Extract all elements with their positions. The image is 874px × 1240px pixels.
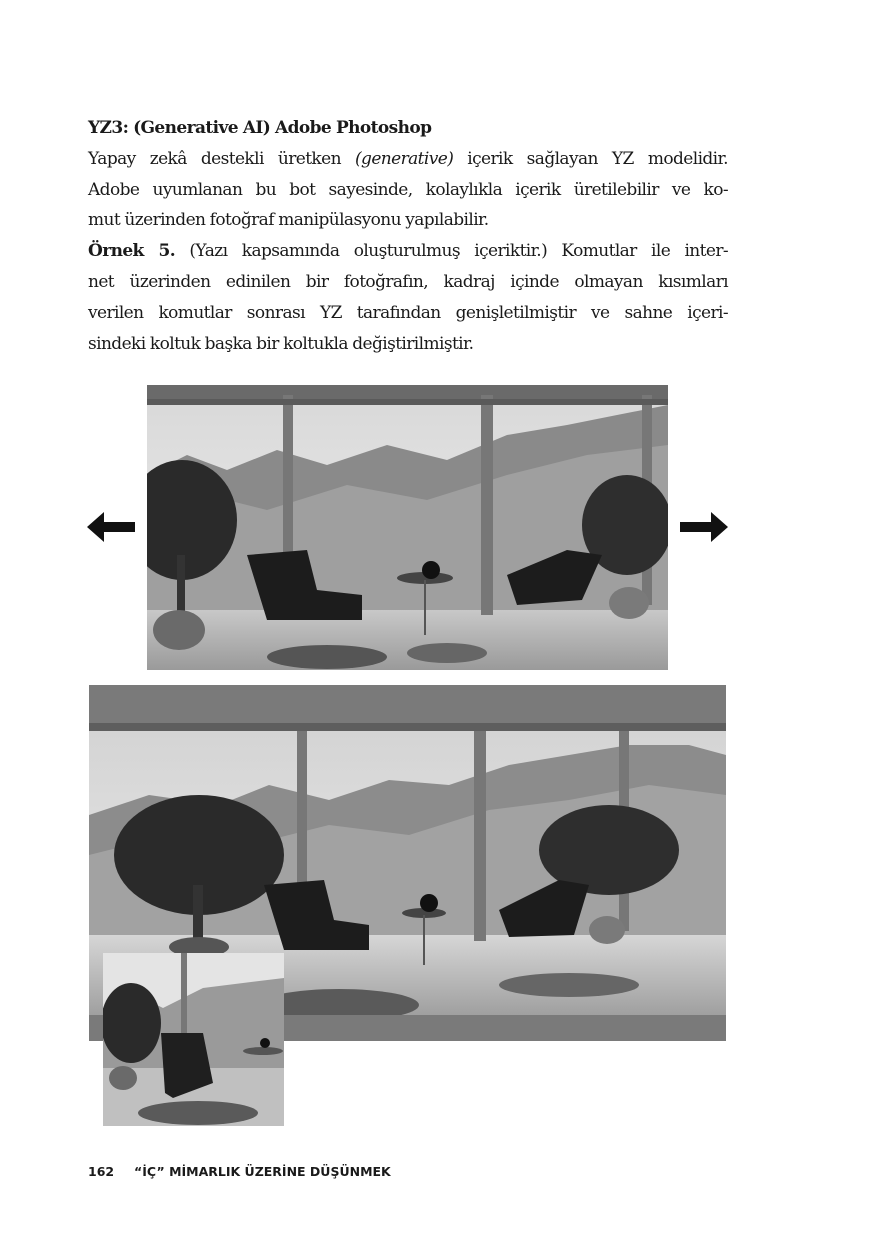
example-label: Örnek 5. (88, 241, 176, 262)
running-title: “İÇ” MİMARLIK ÜZERİNE DÜŞÜNMEK (134, 1164, 391, 1179)
paragraph-line (88, 236, 728, 267)
paragraph-line: net üzerinden edinilen bir fotoğrafın, kadraj içinde olmayan kısımları (88, 271, 728, 292)
paragraph-line: sindeki koltuk başka bir koltukla değiştirilmiştir. (88, 333, 474, 354)
paragraph-description (88, 144, 728, 236)
body-text (88, 113, 728, 359)
page-number: 162 (88, 1164, 115, 1179)
inset-reference-photo (103, 953, 284, 1126)
section-heading: YZ3: (Generative AI) Adobe Photoshop (88, 118, 432, 138)
paragraph-line (88, 144, 728, 175)
italic-term: (generative) (355, 148, 454, 169)
paragraph-line: verilen komutlar sonrası YZ tarafından genişletilmiştir ve sahne içeri- (88, 302, 728, 323)
text-span: içerik sağlayan YZ modelidir. (453, 148, 728, 169)
paragraph-line: mut üzerinden fotoğraf manipülasyonu yapılabilir. (88, 210, 489, 231)
text-span: Yapay zekâ destekli üretken (88, 148, 356, 169)
page-footer (88, 1164, 391, 1179)
paragraph-line: Adobe uyumlanan bu bot sayesinde, kolaylıkla içerik üretilebilir ve ko- (88, 179, 728, 200)
text-span: (Yazı kapsamında oluşturulmuş içeriktir.) Komutlar ile inter- (175, 241, 728, 262)
original-photo (147, 385, 668, 670)
arrow-right-icon (680, 510, 728, 544)
paragraph-example (88, 236, 728, 359)
arrow-left-icon (87, 510, 135, 544)
